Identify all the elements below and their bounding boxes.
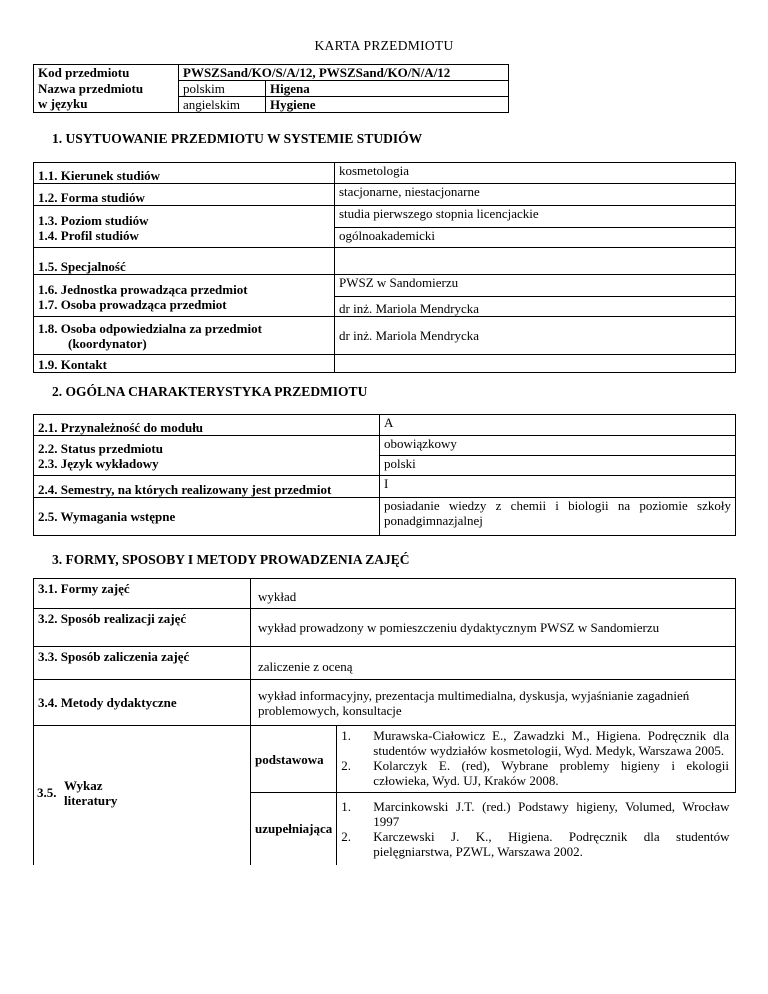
s1-label-2: 1.2. Forma studiów (34, 184, 335, 206)
lang-en: angielskim (179, 97, 266, 113)
literature-label-cell (34, 726, 251, 865)
extra-lit-num-2: 2. (341, 829, 352, 844)
s3-value-3: zaliczenie z oceną (251, 647, 736, 680)
s1-label-9: 1.9. Kontakt (34, 355, 335, 373)
s3-label-4: 3.4. Metody dydaktyczne (34, 680, 251, 726)
page-title: KARTA PRZEDMIOTU (314, 38, 454, 53)
extra-lit-num-1: 1. (341, 799, 352, 814)
s1-label-4: 1.4. Profil studiów (34, 228, 335, 248)
s1-value-8: dr inż. Mariola Mendrycka (335, 317, 736, 355)
basic-lit-text-1: Murawska-Ciałowicz E., Zawadzki M., Higiena. Podręcznik dla studentów wydziałów kosmetologii, Wyd. Medyk, Warszawa 2005. (373, 728, 729, 758)
section2-heading: 2. OGÓLNA CHARAKTERYSTYKA PRZEDMIOTU (52, 384, 368, 399)
code-value: PWSZSand/KO/S/A/12, PWSZSand/KO/N/A/12 (179, 65, 509, 81)
basic-lit-text-2: Kolarczyk E. (red), Wybrane problemy higieny i ekologii człowieka, Wyd. UJ, Kraków 2008. (373, 758, 729, 788)
section3-table (33, 578, 736, 865)
extra-lit-text-2: Karczewski J. K., Higiena. Podręcznik dla studentów pielęgniarstwa, PZWL, Warszawa 2002. (373, 829, 730, 859)
name-label-line1: Nazwa przedmiotu (38, 80, 144, 96)
basic-label: podstawowa (251, 726, 337, 793)
s3-value-1: wykład (251, 579, 736, 609)
s2-value-5: posiadanie wiedzy z chemii i biologii na poziomie szkoły ponadgimnazjalnej (380, 498, 736, 536)
basic-literature-list (341, 728, 729, 788)
name-label (34, 81, 179, 113)
s1-label-3: 1.3. Poziom studiów (34, 206, 335, 228)
s1-label-1: 1.1. Kierunek studiów (34, 163, 335, 184)
extra-literature (337, 793, 736, 865)
basic-lit-item (341, 758, 729, 788)
s1-label-8-line1: 1.8. Osoba odpowiedzialna za przedmiot (38, 320, 262, 336)
s3-label-2: 3.2. Sposób realizacji zajęć (34, 609, 251, 647)
s1-value-7: dr inż. Mariola Mendrycka (335, 297, 736, 317)
name-label-line2: w języku (38, 95, 88, 111)
s1-value-6: PWSZ w Sandomierzu (335, 275, 736, 297)
s1-label-8-line2: (koordynator) (68, 335, 147, 351)
section2-table (33, 414, 736, 536)
extra-lit-item (341, 799, 729, 829)
s1-label-6: 1.6. Jednostka prowadząca przedmiot (34, 275, 335, 297)
lang-pl: polskim (179, 81, 266, 97)
s2-label-1: 2.1. Przynależność do modułu (34, 415, 380, 436)
s1-label-7: 1.7. Osoba prowadząca przedmiot (34, 297, 335, 317)
s1-value-2: stacjonarne, niestacjonarne (335, 184, 736, 206)
s3-value-2: wykład prowadzony w pomieszczeniu dydaktycznym PWSZ w Sandomierzu (251, 609, 736, 647)
s1-label-8 (34, 317, 335, 355)
section1-heading: 1. USYTUOWANIE PRZEDMIOTU W SYSTEMIE STUDIÓW (52, 131, 423, 146)
extra-literature-list (341, 799, 729, 859)
s1-value-4: ogólnoakademicki (335, 228, 736, 248)
s1-value-1: kosmetologia (335, 163, 736, 184)
basic-lit-num-2: 2. (341, 758, 352, 773)
s3-label-1: 3.1. Formy zajęć (34, 579, 251, 609)
s2-label-4: 2.4. Semestry, na których realizowany jest przedmiot (34, 476, 380, 498)
s2-label-2: 2.2. Status przedmiotu (34, 436, 380, 456)
s3-label-3: 3.3. Sposób zaliczenia zajęć (34, 647, 251, 680)
s1-value-9 (335, 355, 736, 373)
s1-value-3: studia pierwszego stopnia licencjackie (335, 206, 736, 228)
basic-literature (337, 726, 736, 793)
section3-heading: 3. FORMY, SPOSOBY I METODY PROWADZENIA ZAJĘĆ (52, 552, 410, 567)
lit-label-2: literatury (64, 793, 118, 809)
s2-label-3: 2.3. Język wykładowy (34, 456, 380, 476)
subject-header-table (33, 64, 509, 113)
s2-value-3: polski (380, 456, 736, 476)
extra-lit-text-1: Marcinkowski J.T. (red.) Podstawy higieny, Volumed, Wrocław 1997 (373, 799, 730, 829)
s2-label-5: 2.5. Wymagania wstępne (34, 498, 380, 536)
name-en: Hygiene (266, 97, 509, 113)
lit-label-1: Wykaz (64, 778, 103, 794)
s2-value-2: obowiązkowy (380, 436, 736, 456)
s2-value-4: I (380, 476, 736, 498)
lit-num: 3.5. (37, 785, 57, 801)
basic-lit-num-1: 1. (341, 728, 352, 743)
extra-label: uzupełniająca (251, 793, 337, 865)
name-pl: Higena (266, 81, 509, 97)
s1-label-5: 1.5. Specjalność (34, 248, 335, 275)
s1-value-5 (335, 248, 736, 275)
extra-lit-item (341, 829, 729, 859)
basic-lit-item (341, 728, 729, 758)
section1-table (33, 162, 736, 373)
s2-value-1: A (380, 415, 736, 436)
s3-value-4: wykład informacyjny, prezentacja multimedialna, dyskusja, wyjaśnianie zagadnień problemowych, konsultacje (251, 680, 736, 726)
code-label: Kod przedmiotu (34, 65, 179, 81)
